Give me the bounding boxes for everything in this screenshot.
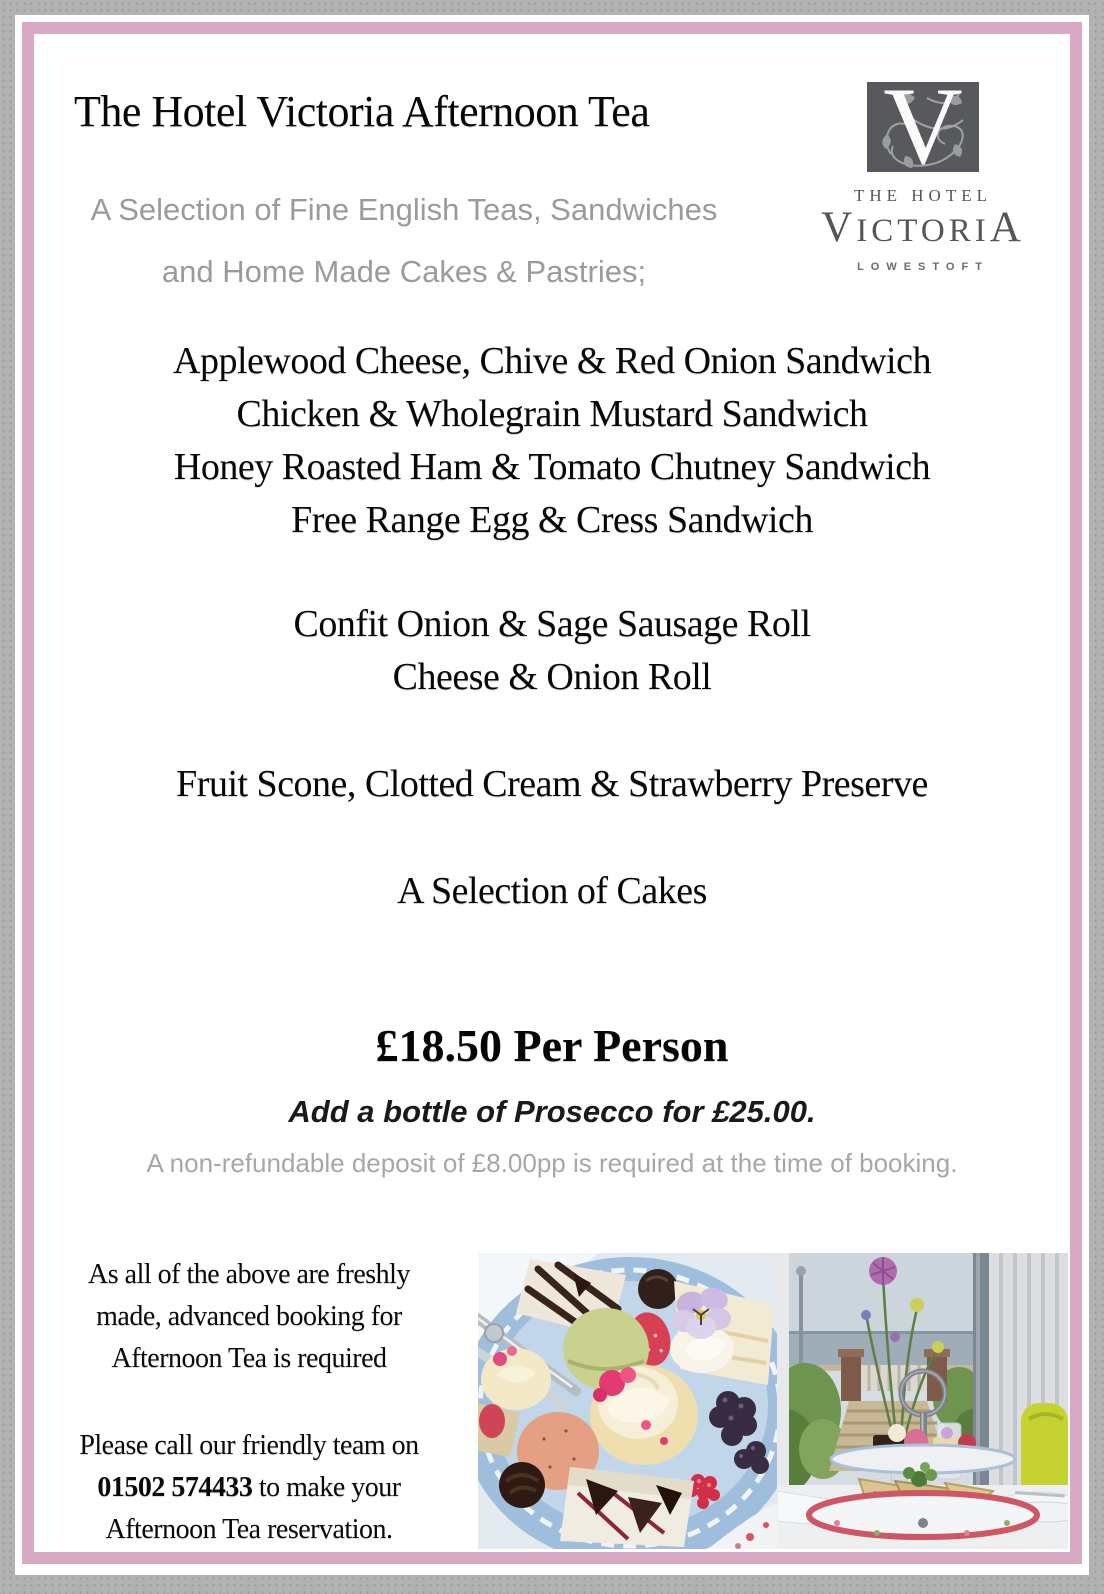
svg-text:V: V bbox=[883, 82, 963, 172]
booking-note-line: Afternoon Tea is required bbox=[111, 1343, 387, 1374]
subtitle bbox=[34, 179, 774, 303]
subtitle-line: A Selection of Fine English Teas, Sandwiches bbox=[90, 192, 718, 227]
menu-item: Chicken & Wholegrain Mustard Sandwich bbox=[236, 393, 868, 435]
booking-note-line: made, advanced booking for bbox=[96, 1301, 402, 1332]
logo-letter: V bbox=[821, 204, 857, 251]
logo-lowestoft: LOWESTOFT bbox=[857, 261, 989, 273]
cakes-photo bbox=[478, 1253, 777, 1549]
menu-item: Free Range Egg & Cress Sandwich bbox=[291, 499, 813, 541]
menu-sandwich-list bbox=[34, 335, 1070, 547]
pink-border-frame bbox=[22, 22, 1082, 1564]
menu-item: Applewood Cheese, Chive & Red Onion Sandwich bbox=[173, 340, 931, 382]
outer-white-frame bbox=[15, 15, 1089, 1575]
menu-item: Honey Roasted Ham & Tomato Chutney Sandwich bbox=[173, 446, 931, 488]
menu-item: A Selection of Cakes bbox=[397, 870, 707, 912]
subtitle-line: and Home Made Cakes & Pastries; bbox=[161, 254, 647, 289]
booking-call-rest: to make your bbox=[252, 1472, 401, 1503]
tea-stand-photo bbox=[777, 1253, 1068, 1549]
booking-call-line bbox=[42, 1467, 456, 1509]
phone-number: 01502 574433 bbox=[97, 1472, 253, 1503]
flyer-content bbox=[34, 34, 1070, 1552]
page-title: The Hotel Victoria Afternoon Tea bbox=[74, 87, 650, 136]
logo-letters: ICTORI bbox=[856, 213, 990, 249]
booking-call-to-action bbox=[42, 1425, 456, 1551]
deposit-note: A non-refundable deposit of £8.00pp is required at the time of booking. bbox=[146, 1148, 958, 1178]
menu-item: Confit Onion & Sage Sausage Roll bbox=[293, 603, 811, 645]
booking-note bbox=[42, 1254, 456, 1380]
logo-letter: A bbox=[989, 204, 1025, 251]
menu-scone bbox=[34, 758, 1070, 811]
logo-the-hotel: THE HOTEL bbox=[853, 186, 992, 205]
booking-note-line: As all of the above are freshly bbox=[88, 1259, 410, 1290]
booking-call-line: Afternoon Tea reservation. bbox=[105, 1514, 393, 1545]
prosecco-offer: Add a bottle of Prosecco for £25.00. bbox=[288, 1094, 816, 1129]
logo-victoria-wordmark bbox=[788, 206, 1058, 249]
menu-item: Fruit Scone, Clotted Cream & Strawberry Preserve bbox=[176, 763, 928, 805]
price-per-person: £18.50 Per Person bbox=[375, 1020, 729, 1071]
menu-roll-list bbox=[34, 598, 1070, 704]
victoria-monogram-icon bbox=[867, 82, 979, 172]
menu-cakes bbox=[34, 865, 1070, 918]
hotel-logo bbox=[788, 82, 1058, 273]
menu-item: Cheese & Onion Roll bbox=[392, 656, 712, 698]
booking-call-line: Please call our friendly team on bbox=[79, 1430, 419, 1461]
